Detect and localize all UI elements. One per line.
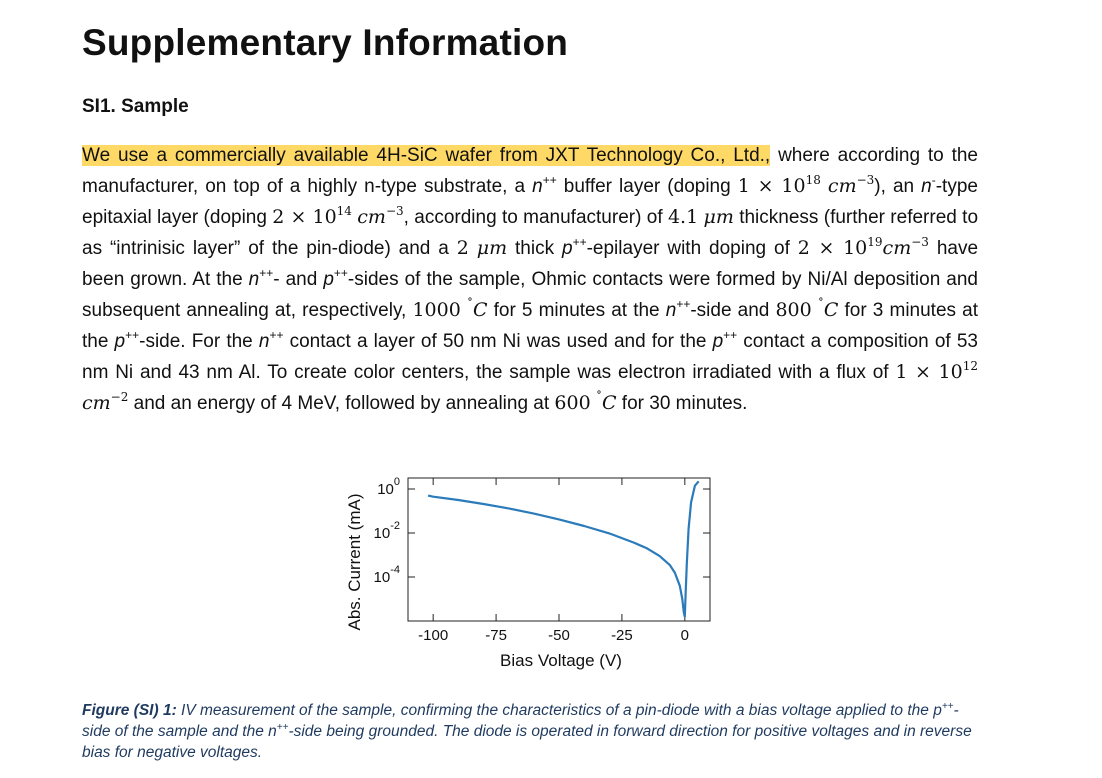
- page-title: Supplementary Information: [82, 22, 569, 63]
- y-tick-label: $10^{-4}$: [373, 564, 400, 586]
- x-tick-label: -25: [611, 627, 633, 644]
- y-axis-label: Abs. Current (mA): [345, 493, 364, 631]
- section-heading: SI1. Sample: [82, 96, 189, 117]
- caption-label: Figure (SI) 1:: [82, 702, 177, 719]
- iv-chart: [335, 466, 725, 678]
- y-tick-label: $10^0$: [377, 476, 400, 498]
- x-tick-label: -50: [548, 627, 570, 644]
- x-tick-label: -100: [418, 627, 449, 644]
- y-tick-label: $10^{-2}$: [373, 520, 400, 542]
- x-tick-label: 0: [680, 627, 690, 644]
- figure-caption: Figure (SI) 1: IV measurement of the sample, confirming the characteristics of a pin-diode with a bias voltage applied to the p++-side of the sample and the n++-side being grounded. The diode is operated in forward direction for positive voltages and in reverse bias for negative voltages.: [82, 701, 972, 761]
- x-axis-label: Bias Voltage (V): [500, 651, 622, 670]
- x-tick-label: -75: [485, 627, 507, 644]
- iv-curve-series: [428, 481, 699, 616]
- iv-figure: [335, 466, 725, 683]
- highlighted-text: We use a commercially available 4H-SiC wafer from JXT Technology Co., Ltd.,: [82, 145, 771, 166]
- body-paragraph: We use a commercially available 4H-SiC wafer from JXT Technology Co., Ltd., where according to the manufacturer, on top of a highly n-type substrate, a n++ buffer layer (doping $1 \times 10^{18}$ $cm^{-3}$), an n--type epitaxial layer (doping $2 \times 10^{14}$ $cm^{-3}$, according to manufacturer) of 4.1 μm thickness (further referred to as “intrinisic layer” of the pin-diode) and a 2 μm thick p++-epilayer with doping of $2 \times 10^{19}cm^{-3}$ have been grown. At the n++- and p++-sides of the sample, Ohmic contacts were formed by Ni/Al deposition and subsequent annealing at, respectively, 1000 ˚C for 5 minutes at the n++-side and 800 ˚C for 3 minutes at the p++-side. For the n++ contact a layer of 50 nm Ni was used and for the p++ contact a composition of 53 nm Ni and 43 nm Al. To create color centers, the sample was electron irradiated with a flux of $1 \times 10^{12}$ $cm^{-2}$ and an energy of 4 MeV, followed by annealing at 600 ˚C for 30 minutes.: [82, 145, 979, 414]
